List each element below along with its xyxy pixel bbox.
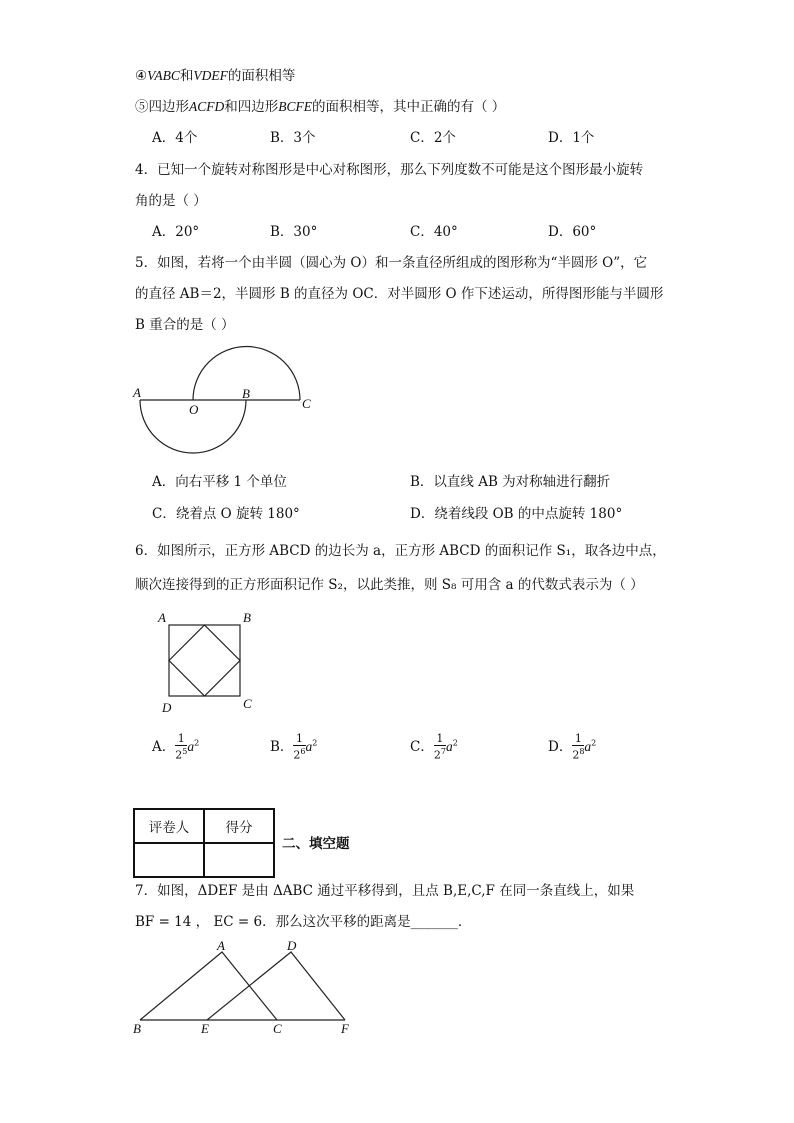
q7-label-a: A bbox=[217, 938, 225, 953]
q5-label-b: B bbox=[242, 386, 250, 401]
score-table-score-header: 得分 bbox=[204, 809, 274, 843]
q7-label-e: E bbox=[201, 1021, 209, 1036]
q4-option-a[interactable]: A．20° bbox=[152, 224, 200, 240]
q3-option-c[interactable]: C．2个 bbox=[410, 130, 456, 146]
q6-option-d[interactable]: D． $\frac{1}{2^8}$ $a^2$ bbox=[548, 732, 597, 762]
q6-label-d: D bbox=[162, 700, 172, 715]
score-table-grader-header: 评卷人 bbox=[134, 809, 204, 843]
q5-label-a: A bbox=[133, 385, 141, 400]
q7-label-b: B bbox=[133, 1021, 141, 1036]
section-title: 二、填空题 bbox=[282, 836, 350, 852]
q6-stem-line2: 顺次连接得到的正方形面积记作 S₂，以此类推，则 S₈ 可用含 a 的代数式表示为（ ） bbox=[135, 577, 644, 593]
q7-stem-line1: 7．如图，ΔDEF 是由 ΔABC 通过平移得到，且点 B,E,C,F 在同一条直线上，如果 bbox=[135, 883, 635, 899]
q5-stem-line1: 5．如图，若将一个由半圆（圆心为 O）和一条直径所组成的图形称为“半圆形 O”，它 bbox=[135, 255, 648, 271]
q5-option-d[interactable]: D．绕着线段 OB 的中点旋转 180° bbox=[410, 506, 623, 522]
q6-option-b[interactable]: B． $\frac{1}{2^6}$ $a^2$ bbox=[270, 732, 318, 762]
q3-option-a[interactable]: A．4个 bbox=[152, 130, 198, 146]
q4-option-b[interactable]: B．30° bbox=[270, 224, 318, 240]
q6-option-c[interactable]: C． $\frac{1}{2^7}$ $a^2$ bbox=[410, 732, 458, 762]
q5-option-b[interactable]: B．以直线 AB 为对称轴进行翻折 bbox=[410, 474, 611, 490]
q5-option-c[interactable]: C．绕着点 O 旋转 180° bbox=[152, 506, 300, 522]
q5-option-a[interactable]: A．向右平移 1 个单位 bbox=[152, 474, 287, 490]
q4-stem-line1: 4．已知一个旋转对称图形是中心对称图形，那么下列度数不可能是这个图形最小旋转 bbox=[135, 162, 644, 178]
q3-item4: ④VABC和VDEF的面积相等 bbox=[135, 68, 296, 84]
q7-label-f: F bbox=[341, 1021, 349, 1036]
q7-triangle-def bbox=[207, 952, 345, 1020]
q5-label-o: O bbox=[189, 402, 199, 417]
q7-label-d: D bbox=[287, 938, 297, 953]
q6-label-c: C bbox=[243, 696, 252, 711]
q4-option-d[interactable]: D．60° bbox=[548, 224, 597, 240]
q4-stem-line2: 角的是（ ） bbox=[135, 193, 207, 209]
q7-label-c: C bbox=[273, 1021, 282, 1036]
q6-stem-line1: 6．如图所示，正方形 ABCD 的边长为 a，正方形 ABCD 的面积记作 S₁，取各边中点， bbox=[135, 543, 666, 559]
q3-item5: ⑤四边形ACFD和四边形BCFE的面积相等，其中正确的有（ ） bbox=[135, 99, 506, 115]
q5-stem-line2: 的直径 AB＝2，半圆形 B 的直径为 OC．对半圆形 O 作下述运动，所得图形能与半圆形 bbox=[135, 286, 664, 302]
q4-option-c[interactable]: C．40° bbox=[410, 224, 458, 240]
q7-triangle-abc bbox=[140, 952, 277, 1020]
q5-label-c: C bbox=[302, 396, 311, 411]
q5-stem-line3: B 重合的是（ ） bbox=[135, 317, 235, 333]
q6-label-b: B bbox=[243, 610, 251, 625]
q6-option-a[interactable]: A． $\frac{1}{2^5}$ $a^2$ bbox=[152, 732, 200, 762]
q7-stem-line2: BF = 14 ， EC = 6．那么这次平移的距离是_______． bbox=[135, 914, 472, 930]
q3-option-b[interactable]: B．3个 bbox=[270, 130, 316, 146]
q3-option-d[interactable]: D．1个 bbox=[548, 130, 595, 146]
q6-label-a: A bbox=[158, 610, 166, 625]
